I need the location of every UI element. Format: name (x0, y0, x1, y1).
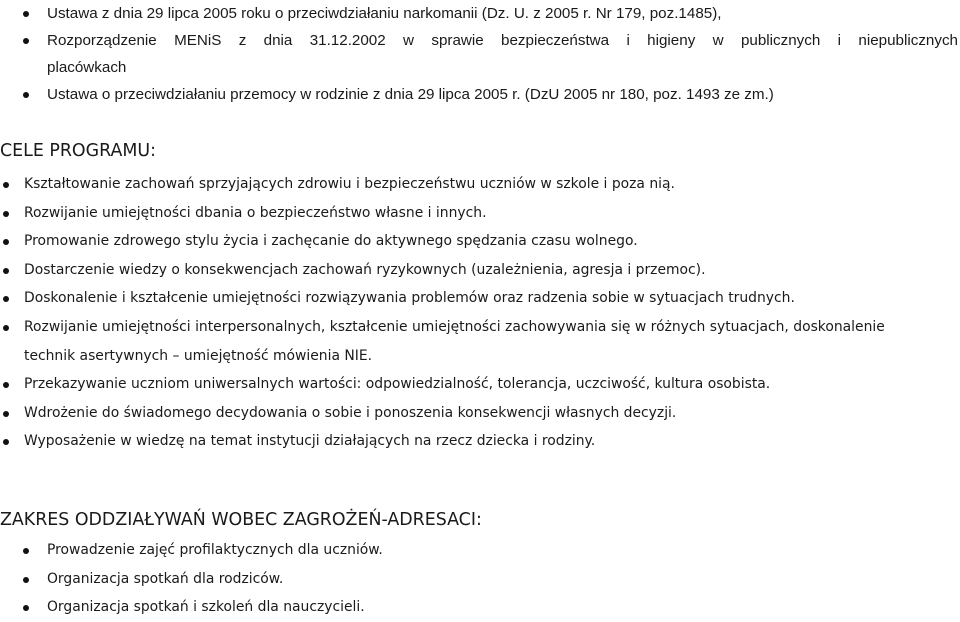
list-item (0, 170, 960, 199)
list-item (0, 256, 960, 285)
list-item-text: Organizacja spotkań i szkoleń dla nauczycieli. (47, 599, 365, 616)
bullet-icon (3, 325, 9, 331)
list-item (0, 81, 960, 108)
bullet-icon (23, 92, 29, 98)
bullet-icon (23, 548, 29, 554)
list-item-text: Organizacja spotkań dla rodziców. (47, 570, 284, 587)
list-item (0, 199, 960, 228)
list-item (0, 399, 960, 428)
list-item-text: Rozwijanie umiejętności dbania o bezpieczeństwo własne i innych. (24, 204, 487, 221)
bullet-icon (3, 411, 9, 417)
bullet-icon (3, 268, 9, 274)
bullet-icon (3, 296, 9, 302)
bullet-icon (3, 239, 9, 245)
list-item-text: Ustawa o przeciwdziałaniu przemocy w rodzinie z dnia 29 lipca 2005 r. (DzU 2005 nr 180, poz. 1493 ze zm.) (47, 86, 774, 103)
list-item (0, 284, 960, 313)
scope-list (0, 536, 960, 622)
bullet-icon (23, 38, 29, 44)
list-item-text: Dostarczenie wiedzy o konsekwencjach zachowań ryzykownych (uzależnienia, agresja i przemoc). (24, 261, 706, 278)
list-item-text: Promowanie zdrowego stylu życia i zachęcanie do aktywnego spędzania czasu wolnego. (24, 233, 638, 250)
list-item-text: Ustawa z dnia 29 lipca 2005 roku o przeciwdziałaniu narkomanii (Dz. U. z 2005 r. Nr 179, poz.1485), (47, 5, 722, 22)
list-item-text: Doskonalenie i kształcenie umiejętności rozwiązywania problemów oraz radzenia sobie w sytuacjach trudnych. (24, 290, 795, 307)
section-title-goals: CELE PROGRAMU: (0, 141, 156, 161)
list-item-text: Rozwijanie umiejętności interpersonalnych, kształcenie umiejętności zachowywania się w różnych sytuacjach, doskonalenie technik asertywnych – umiejętność mówienia NIE. (24, 318, 885, 364)
list-item (0, 0, 960, 27)
bullet-icon (3, 182, 9, 188)
list-item (0, 593, 960, 622)
list-item-text: Wdrożenie do świadomego decydowania o sobie i ponoszenia konsekwencji własnych decyzji. (24, 404, 677, 421)
list-item-text: Rozporządzenie MENiS z dnia 31.12.2002 w sprawie bezpieczeństwa i higieny w publicznych i niepublicznych (47, 32, 958, 49)
bullet-icon (3, 439, 9, 445)
list-item (0, 427, 960, 456)
bullet-icon (3, 211, 9, 217)
list-item-text-continuation: placówkach (47, 59, 127, 76)
list-item-text: Prowadzenie zajęć profilaktycznych dla uczniów. (47, 542, 383, 558)
goals-list (0, 170, 960, 456)
list-item (0, 370, 960, 399)
list-item (0, 565, 960, 594)
list-item-text: Wyposażenie w wiedzę na temat instytucji działających na rzecz dziecka i rodziny. (24, 433, 596, 450)
list-item (0, 536, 960, 565)
bullet-icon (23, 11, 29, 17)
bullet-icon (23, 605, 29, 611)
section-title-scope: ZAKRES ODDZIAŁYWAŃ WOBEC ZAGROŻEŃ-ADRESACI: (0, 510, 482, 530)
list-item (0, 227, 960, 256)
legal-references-list (0, 0, 960, 108)
list-item-text: Kształtowanie zachowań sprzyjających zdrowiu i bezpieczeństwu uczniów w szkole i poza nią. (24, 176, 675, 192)
list-item-text: Przekazywanie uczniom uniwersalnych wartości: odpowiedzialność, tolerancja, uczciwość, kultura osobista. (24, 376, 771, 393)
list-item (0, 27, 960, 81)
list-item (0, 313, 924, 370)
bullet-icon (23, 577, 29, 583)
bullet-icon (3, 382, 9, 388)
